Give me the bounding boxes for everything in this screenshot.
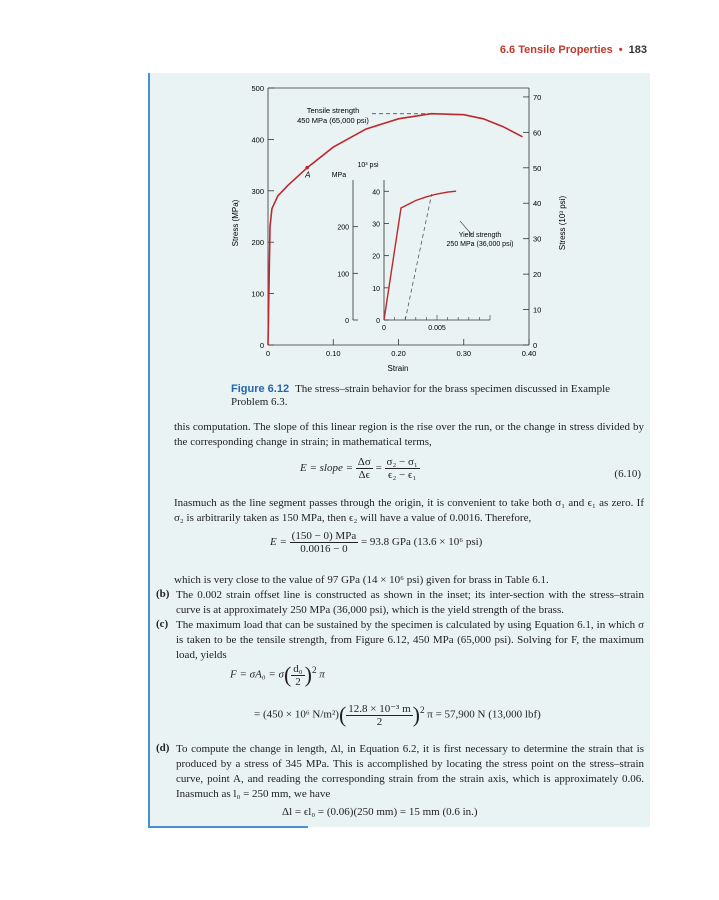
offset-line (405, 194, 432, 320)
inset-x-tick-label: 0.005 (428, 325, 446, 332)
eq610-equals: = (375, 462, 382, 475)
x-tick-label: 0.30 (456, 349, 472, 358)
x-tick-label: 0 (265, 349, 271, 358)
x-axis-label: Strain (387, 364, 409, 373)
inset-psi-unit: 10³ psi (357, 162, 379, 169)
eqE-num: (150 − 0) MPa (291, 530, 357, 542)
y-tick-label-left: 100 (251, 289, 264, 299)
eqF1-num: d₀ (293, 662, 303, 675)
y-tick-label-right: 30 (533, 234, 542, 244)
inset-tick-label-mpa: 0 (345, 318, 349, 325)
x-tick-label: 0.10 (325, 349, 341, 358)
caption-text: The stress–strain behavior for the brass specimen discussed in Example Problem 6.3. (231, 383, 611, 408)
y-tick-label-right: 20 (533, 270, 542, 280)
stress-strain-curve (268, 114, 523, 345)
eqE-lhs: E = (270, 536, 287, 549)
y-tick-label-left: 0 (259, 341, 264, 350)
page-header: 6.6 Tensile Properties • 183 (499, 44, 647, 56)
inset-tick-label-mpa: 200 (337, 224, 349, 232)
eqF2-den: 2 (376, 716, 383, 728)
equation-dl: Δl = ϵl₀ = (0.06)(250 mm) = 15 mm (0.6 in.) (282, 806, 478, 818)
y-tick-label-left: 400 (251, 135, 264, 145)
item-c-text: The maximum load that can be sustained by the specimen is calculated by using Equation 6.1, in which σ is taken to be the tensile strength, from Figure 6.12, 450 MPa (65,000 psi). Solving for F, the maximum load, yields (176, 619, 644, 661)
inset-tick-label-mpa: 100 (337, 271, 349, 279)
inset-mpa-unit: MPa (331, 172, 347, 179)
figure-label: Figure 6.12 (231, 383, 290, 395)
item-b-label: (b) (156, 588, 170, 600)
equation-f2: = (450 × 10⁶ N/m²)( $\frac{\text{12.8 × 10⁻³ m}}{2}$ )$^2$ π = 57,900 N (13,000 lbf) (254, 702, 541, 728)
equation-6-10 (300, 456, 420, 481)
inset-tick-label-psi: 30 (372, 221, 380, 229)
eq610-den2: ϵ₂ − ϵ₁ (388, 469, 417, 481)
y-tick-label-right: 40 (533, 199, 542, 209)
x-tick-label: 0.40 (521, 349, 537, 358)
equation-f1: F = σA₀ = σ( $\frac{\text{d₀}}{2}$ )$^2$ π (230, 662, 325, 688)
eqF2-num: 12.8 × 10⁻³ m (348, 703, 411, 715)
point-a-label: A (305, 170, 311, 180)
y-tick-label-left: 500 (251, 84, 264, 93)
yield-strength-value: 250 MPa (36,000 psi) (446, 241, 514, 248)
eq610-num1: Δσ (357, 456, 371, 468)
item-d-text: To compute the change in length, Δl, in Equation 6.2, it is first necessary to determine the strain that is produced by a stress of 345 MPa. This is accomplished by locating the stress point on the stress–strain curve, point A, and reading the corresponding strain from the strain axis, which is approximately 0.06. Inasmuch as l₀ = 250 mm, we have (176, 743, 644, 800)
eqF1-lhs: F = σA₀ = σ (230, 668, 284, 681)
figure-caption (231, 383, 611, 409)
tensile-strength-value: 450 MPa (65,000 psi) (297, 116, 369, 125)
eq610-lhs: E = slope = (300, 462, 354, 475)
y-tick-label-right: 60 (533, 128, 542, 138)
section-title: 6.6 Tensile Properties (499, 44, 613, 56)
paragraph-2: Inasmuch as the line segment passes through the origin, it is convenient to take both σ₁ and ϵ₁ as zero. If σ₂ is arbitrarily taken as 150 MPa, then ϵ₂ will have a value of 0.0016. Therefore, (174, 497, 644, 524)
y-tick-label-right: 10 (533, 305, 542, 315)
eqF1-den: 2 (295, 675, 301, 688)
paragraph-3: which is very close to the value of 97 GPa (14 × 10⁶ psi) given for brass in Table 6.1. (174, 574, 549, 586)
x-tick-label: 0.20 (391, 349, 406, 358)
stress-strain-chart (150, 73, 650, 383)
page-number: 183 (628, 44, 647, 56)
y-tick-label-left: 300 (251, 186, 264, 196)
inset-curve (384, 191, 456, 320)
item-c-label: (c) (156, 618, 169, 630)
point-a-marker (305, 166, 309, 170)
y-tick-label-right: 50 (533, 163, 542, 173)
item-d-label: (d) (156, 742, 170, 754)
y-tick-label-right: 0 (533, 341, 538, 350)
item-b-text: The 0.002 strain offset line is constructed as shown in the inset; its inter-section with the stress–strain curve is at approximately 250 MPa (36,000 psi), which is the yield strength of the brass. (176, 589, 644, 616)
equation-e (270, 530, 482, 555)
y-tick-label-left: 200 (251, 238, 264, 248)
y-tick-label-right: 70 (533, 92, 542, 102)
y-axis-label-right: Stress (10³ psi) (558, 195, 567, 251)
eqF2-lhs: = (450 × 10⁶ N/m²) (254, 708, 339, 721)
eqF2-rhs: π = 57,900 N (13,000 lbf) (427, 708, 541, 721)
equation-number: (6.10) (614, 468, 641, 480)
inset-tick-label-psi: 40 (372, 189, 380, 197)
inset-x-tick-label: 0 (382, 325, 386, 332)
inset-plot (332, 162, 514, 332)
paragraph-1: this computation. The slope of this linear region is the rise over the run, or the change in stress divided by the corresponding change in strain; in mathematical terms, (174, 421, 644, 448)
y-axis-label-left: Stress (MPa) (231, 199, 240, 247)
yield-strength-label: Yield strength (458, 232, 502, 239)
chart-svg (150, 73, 650, 383)
eqF1-rhs: π (319, 668, 325, 681)
panel-bottom-rule (148, 826, 308, 828)
eq610-den1: Δϵ (358, 469, 371, 481)
tensile-strength-label: Tensile strength (306, 106, 360, 115)
eqE-rhs: = 93.8 GPa (13.6 × 10⁶ psi) (360, 536, 483, 549)
inset-tick-label-psi: 10 (372, 285, 380, 293)
inset-tick-label-psi: 0 (376, 318, 380, 325)
inset-tick-label-psi: 20 (372, 253, 380, 261)
eq610-num2: σ₂ − σ₁ (386, 456, 418, 468)
eqE-den: 0.0016 − 0 (300, 543, 348, 555)
